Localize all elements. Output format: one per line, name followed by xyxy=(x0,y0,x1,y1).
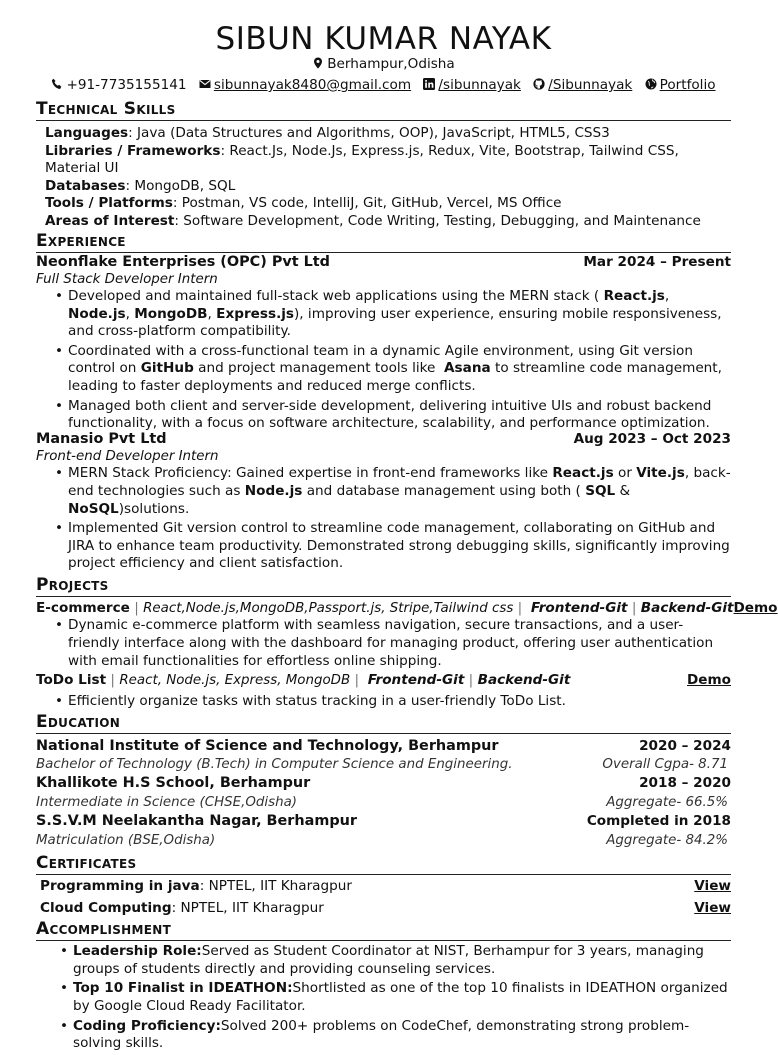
degree: Intermediate in Science (CHSE,Odisha) xyxy=(36,795,298,811)
demo-link[interactable]: Demo xyxy=(686,672,731,689)
job-role: Front-end Developer Intern xyxy=(36,449,219,465)
project-desc: • Dynamic e-commerce platform with seamless navigation, secure transactions, and a user-friendly interface along with the dashboard for managing product, offering user authentication with email functionalities for effortless online shipping. xyxy=(68,617,731,670)
frontend-git-link[interactable]: Frontend-Git xyxy=(367,672,465,689)
job-company: Neonflake Enterprises (OPC) Pvt Ltd xyxy=(36,253,330,270)
globe-icon xyxy=(645,78,657,90)
education-list xyxy=(36,736,731,849)
map-pin-icon xyxy=(312,57,324,69)
linkedin-contact[interactable] xyxy=(423,75,521,95)
job-manasio xyxy=(36,431,731,573)
education-item xyxy=(36,736,731,773)
phone-text: +91-7735155141 xyxy=(66,77,187,93)
project-todo: ToDo List | React, Node.js, Express, MongoDB | Frontend-Git | Backend-Git Demo • Efficiently organize tasks with status tracking in a user-friendly ToDo List. xyxy=(36,672,731,710)
skill-value: : Postman, VS code, IntelliJ, Git, GitHub, Vercel, MS Office xyxy=(172,195,562,212)
section-title-accomplishment: Accomplishment xyxy=(36,919,731,941)
linkedin-link[interactable]: /sibunnayak xyxy=(438,77,521,93)
project-tech: React,Node.js,MongoDB,Passport.js, Stripe,Tailwind css xyxy=(143,600,514,616)
skill-row xyxy=(45,178,731,196)
frontend-git-link[interactable]: Frontend-Git xyxy=(530,599,628,616)
job-bullet: • MERN Stack Proficiency: Gained expertise in front-end frameworks like React.js or Vite.js, back-end technologies such as Node.js and database management using both ( SQL & NoSQL)solutions. xyxy=(68,465,731,518)
certificate-label: Cloud Computing xyxy=(40,900,172,917)
certificate-item xyxy=(36,875,731,897)
accomplishment-list xyxy=(36,943,731,1053)
skill-row xyxy=(45,143,731,178)
skill-row xyxy=(45,213,731,231)
demo-link[interactable]: Demo xyxy=(733,599,778,616)
contact-bar xyxy=(36,75,731,95)
education-dates: 2020 – 2024 xyxy=(639,738,731,755)
location-text: Berhampur,Odisha xyxy=(327,56,455,72)
section-title-projects: Projects xyxy=(36,575,731,597)
portfolio-contact[interactable] xyxy=(645,75,716,95)
job-bullet: • Implemented Git version control to streamline code management, collaborating on GitHub and JIRA to enhance team productivity. Demonstrated strong debugging skills, significantly improving project efficiency and client satisfaction. xyxy=(68,520,731,573)
skills-list xyxy=(36,125,731,231)
skill-value: : Software Development, Code Writing, Testing, Debugging, and Maintenance xyxy=(174,212,701,229)
job-dates: Mar 2024 – Present xyxy=(583,253,731,270)
resume-page xyxy=(36,21,778,1055)
envelope-icon xyxy=(199,78,211,90)
project-desc: • Efficiently organize tasks with status tracking in a user-friendly ToDo List. xyxy=(68,693,731,711)
certificate-issuer: : NPTEL, IIT Kharagpur xyxy=(199,878,352,895)
view-certificate-link[interactable]: View xyxy=(694,878,731,895)
accomplishment-item: • Leadership Role:Served as Student Coordinator at NIST, Berhampur for 3 years, managing groups of students directly and providing counseling services. xyxy=(73,943,731,978)
backend-git-link[interactable]: Backend-Git xyxy=(640,599,734,616)
skill-value: : MongoDB, SQL xyxy=(125,177,236,194)
education-dates: Completed in 2018 xyxy=(586,813,731,830)
project-name: E-commerce xyxy=(36,599,130,616)
score: Aggregate- 66.5% xyxy=(606,795,728,811)
education-item xyxy=(36,773,731,811)
job-bullet: • Developed and maintained full-stack web applications using the MERN stack ( React.js, Node.js, MongoDB, Express.js), improving user experience, ensuring mobile responsiveness, and cross-platform compatibility. xyxy=(68,288,731,341)
job-bullet: • Coordinated with a cross-functional team in a dynamic Agile environment, using Git version control on GitHub and project management tools like Asana to streamline code management, leading to faster deployments and reduced merge conflicts. xyxy=(68,343,731,396)
email-link[interactable]: sibunnayak8480@gmail.com xyxy=(213,77,412,93)
github-contact[interactable] xyxy=(533,75,632,95)
candidate-name: SIBUN KUMAR NAYAK xyxy=(215,21,552,57)
skill-row xyxy=(45,195,731,213)
project-ecommerce: E-commerce | React,Node.js,MongoDB,Passport.js, Stripe,Tailwind css | Frontend-Git | Backend-Git Demo • Dynamic e-commerce platform with seamless navigation, secure transactions, and a user-friendly interface along with the dashboard for managing product, offering user authentication with email functionalities for effortless online shipping. xyxy=(36,600,731,670)
skill-row xyxy=(45,125,731,143)
certificate-list xyxy=(36,875,731,919)
job-company: Manasio Pvt Ltd xyxy=(36,430,167,447)
section-title-experience: Experience xyxy=(36,231,731,253)
skill-label: Libraries / Frameworks xyxy=(45,142,221,159)
score: Aggregate- 84.2% xyxy=(606,833,728,849)
job-role: Full Stack Developer Intern xyxy=(36,272,218,288)
email-contact[interactable] xyxy=(199,75,411,95)
skill-value: : Java (Data Structures and Algorithms, OOP), JavaScript, HTML5, CSS3 xyxy=(128,125,610,141)
skill-value: : React.Js, Node.Js, Express.js, Redux, Vite, Bootstrap, Tailwind CSS, Material UI xyxy=(45,142,679,177)
education-item xyxy=(36,811,731,849)
degree: Bachelor of Technology (B.Tech) in Computer Science and Engineering. xyxy=(36,757,513,773)
section-title-certificates: Certificates xyxy=(36,853,731,875)
github-link[interactable]: /Sibunnayak xyxy=(548,77,633,93)
education-dates: 2018 – 2020 xyxy=(639,775,731,792)
linkedin-icon xyxy=(423,78,435,90)
skill-label: Areas of Interest xyxy=(45,212,175,229)
job-bullet: • Managed both client and server-side development, delivering intuitive UIs and robust backend functionality, with a focus on software architecture, scalability, and performance optimization. xyxy=(68,398,731,433)
project-tech: React, Node.js, Express, MongoDB xyxy=(119,673,351,689)
accomplishment-item: • Coding Proficiency:Solved 200+ problems on CodeChef, demonstrating strong problem-solving skills. xyxy=(73,1018,731,1053)
accomplishment-item: • Top 10 Finalist in IDEATHON:Shortlisted as one of the top 10 finalists in IDEATHON organized by Google Cloud Ready Facilitator. xyxy=(73,980,731,1015)
github-icon xyxy=(533,78,545,90)
location xyxy=(36,56,731,73)
project-name: ToDo List xyxy=(36,672,107,689)
phone-icon xyxy=(51,78,63,90)
job-neonflake xyxy=(36,254,731,433)
portfolio-link[interactable]: Portfolio xyxy=(659,77,716,93)
school-name: National Institute of Science and Technology, Berhampur xyxy=(36,738,499,755)
skill-label: Languages xyxy=(45,125,129,141)
section-title-skills: Technical Skills xyxy=(36,99,731,121)
degree: Matriculation (BSE,Odisha) xyxy=(36,833,216,849)
job-dates: Aug 2023 – Oct 2023 xyxy=(573,430,731,447)
school-name: Khallikote H.S School, Berhampur xyxy=(36,775,311,792)
backend-git-link[interactable]: Backend-Git xyxy=(477,672,571,689)
view-certificate-link[interactable]: View xyxy=(694,900,731,917)
score: Overall Cgpa- 8.71 xyxy=(602,757,728,773)
section-title-education: Education xyxy=(36,712,731,734)
skill-label: Databases xyxy=(45,177,126,194)
school-name: S.S.V.M Neelakantha Nagar, Berhampur xyxy=(36,813,357,830)
certificate-label: Programming in java xyxy=(40,878,200,895)
certificate-issuer: : NPTEL, IIT Kharagpur xyxy=(171,900,324,917)
skill-label: Tools / Platforms xyxy=(45,195,173,212)
phone-contact[interactable] xyxy=(51,75,186,95)
certificate-item xyxy=(36,897,731,919)
